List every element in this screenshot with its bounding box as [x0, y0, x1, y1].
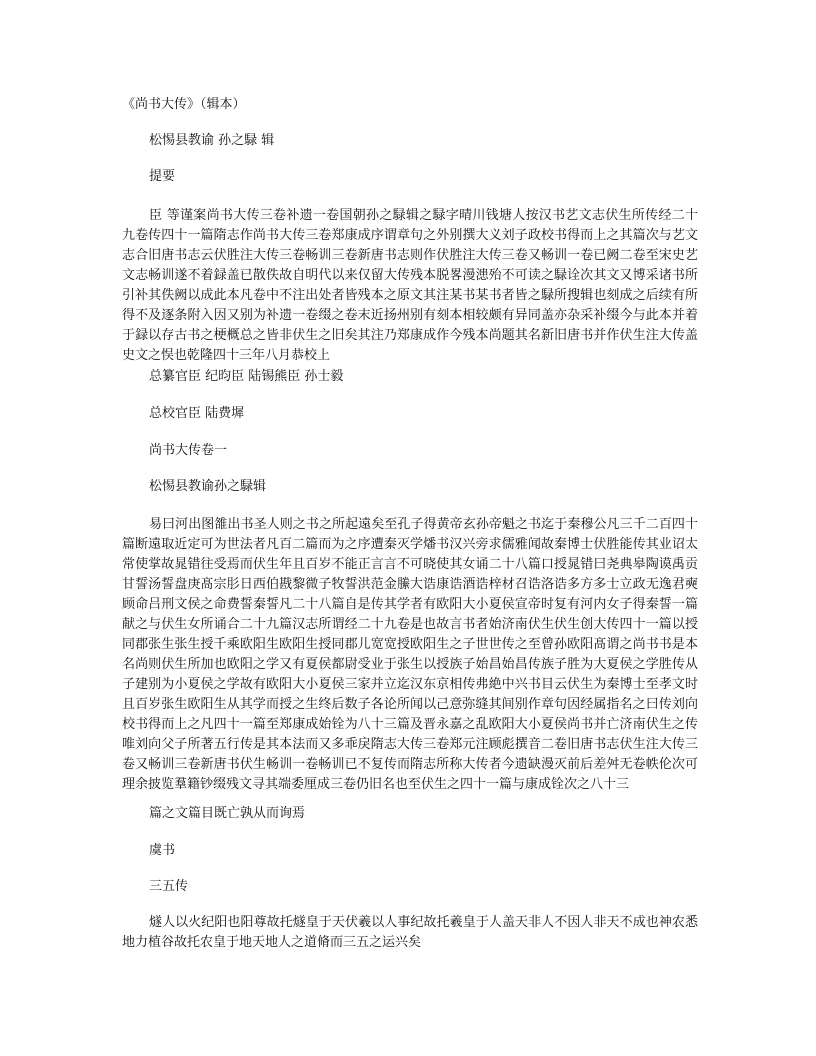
document-title: 《尚书大传》（辑本）	[122, 97, 246, 112]
editors-line: 总纂官臣 纪昀臣 陆锡熊臣 孙士毅	[149, 369, 344, 384]
section-heading-sanwuzhuan: 三五传	[149, 879, 189, 894]
volume-title: 尚书大传卷一	[149, 443, 228, 458]
preface-paragraph: 易曰河出图雒出书圣人则之书之所起遠矣至孔子得黄帝玄孙帝魁之书迄于秦穆公凡三千二百四十篇断遠取近定可为世法者凡百二篇而为之序遭秦灭学燔书汉兴旁求儒雅闻故秦博士伏胜能传其业诏太常使掌故晁错往受焉而伏生年且百岁不能正言言不可晓使其女诵二十八篇口授晁错曰尧典皋陶谟禹贡甘誓汤誓盘庚髙宗肜日西伯戡黎微子牧誓洪范金縢大诰康诰酒诰梓材召诰洛诰多方多士立政无逸君奭顾命吕刑文侯之命费誓秦誓凡二十八篇自是传其学者有欧阳大小夏侯宣帝时复有河内女子得秦誓一篇献之与伏生女所诵合二十九篇汉志所谓经二十九卷是也故言书者始济南伏生伏生创大传四十一篇以授同郡张生张生授千乘欧阳生欧阳生授同郡儿宽宽授欧阳生之子世世传之至曾孙欧阳髙谓之尚书书是本名尚则伏生所加也欧阳之学又有夏侯都尉受业于张生以授族子始昌始昌传族子胜为大夏侯之学胜传从子建别为小夏侯之学故有欧阳大小夏侯三家并立迄汉东京相传弗絶中兴书目云伏生为秦博士至孝文时且百岁张生欧阳生从其学而授之生终后数子各论所闻以己意弥缝其间别作章句因经属指名之曰传刘向校书得而上之凡四十一篇至郑康成始铨为八十三篇及晋永嘉之乱欧阳大小夏侯尚书并亡济南伏生之传唯刘向父子所著五行传是其本法而又多乖戾隋志大传三卷郑元注顾彪撰音二卷旧唐书志伏生注大传三卷又畅训三卷新唐书伏生畅训一卷畅训已不复传而隋志所称大传者今遗缺漫灭前后差舛无卷帙伦次可理余披览羣籍钞缀残文寻其端委厘成三卷仍旧名也至伏生之四十一篇与康成铨次之八十三	[122, 517, 698, 792]
author-line: 松惕县教谕 孙之騄 辑	[149, 133, 275, 148]
tiyao-paragraph: 臣 等谨案尚书大传三卷补遗一卷国朝孙之騄辑之騄字晴川钱塘人按汉书艺文志伏生所传经二十九卷传四十一篇隋志作尚书大传三卷郑康成序谓章句之外别撰大义刘子政校书得而上之其篇次与艺文志合旧唐书志云伏胜注大传三卷畅训三卷新唐书志则作伏胜注大传三卷又畅训一卷已阙二卷至宋史艺文志畅训遂不着録盖已散佚故自明代以来仅留大传残本脱畧漫漶殆不可读之騄诠次其文又博采诸书所引补其佚阙以成此本凡卷中不注出处者皆残本之原文其注某书某书者皆之騄所搜辑也刻成之后续有所得不及逐条附入因又别为补遗一卷缀之卷末近扬州别有刻本相较颇有异同盖亦杂采补缀今与此本并着于録以存古书之梗概总之皆非伏生之旧矣其注乃郑康成作今残本尚题其名新旧唐书并作伏生注大传盖史文之悮也乾隆四十三年八月恭校上	[122, 208, 698, 363]
sanwuzhuan-paragraph: 燧人以火纪阳也阳尊故托燧皇于天伏羲以人事纪故托羲皇于人盖天非人不因人非天不成也神农悉地力植谷故托农皇于地天地人之道脩而三五之运兴矣	[122, 915, 698, 950]
section-heading-yushu: 虞书	[149, 843, 176, 858]
compiler-line: 松惕县教谕孙之騄辑	[149, 479, 267, 494]
proofreader-line: 总校官臣 陆费墀	[149, 406, 245, 421]
closing-line: 篇之文篇目既亡孰从而询焉	[149, 806, 306, 821]
section-heading-tiyao: 提要	[149, 169, 176, 184]
